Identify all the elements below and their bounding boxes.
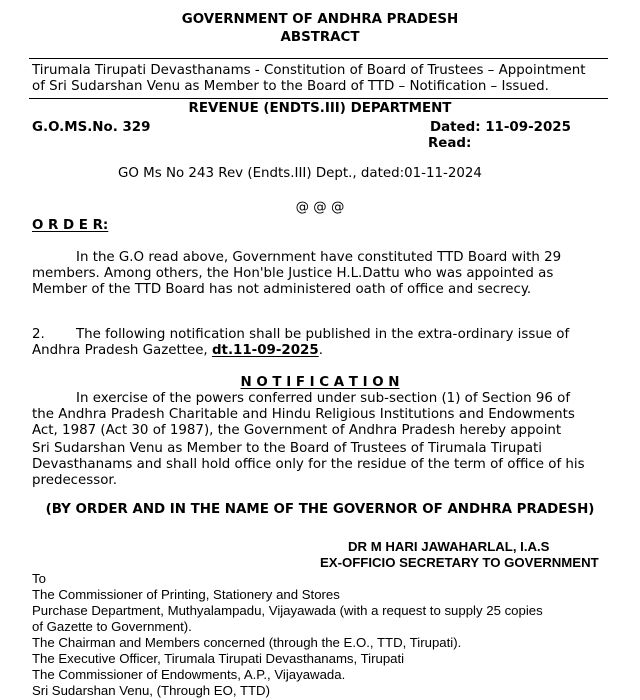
order-para2-line2 bbox=[32, 343, 323, 359]
distribution-line5: The Executive Officer, Tirumala Tirupati Devasthanams, Tirupati bbox=[32, 651, 405, 666]
distribution-line2: Purchase Department, Muthyalampadu, Vijayawada (with a request to supply 25 copies bbox=[32, 603, 543, 618]
order-para1-line2: members. Among others, the Hon'ble Justice H.L.Dattu who was appointed as bbox=[32, 266, 554, 281]
subject-line-1: Tirumala Tirupati Devasthanams - Constitution of Board of Trustees – Appointment bbox=[32, 63, 586, 78]
by-order-line: (BY ORDER AND IN THE NAME OF THE GOVERNOR OF ANDHRA PRADESH) bbox=[45, 502, 595, 517]
order-para1-line3: Member of the TTD Board has not administered oath of office and secrecy. bbox=[32, 282, 532, 297]
notification-line4: Sri Sudarshan Venu as Member to the Board of Trustees of Tirumala Tirupati bbox=[32, 441, 543, 456]
government-header: GOVERNMENT OF ANDHRA PRADESH bbox=[181, 12, 459, 27]
reference-line: GO Ms No 243 Rev (Endts.III) Dept., dated:01-11-2024 bbox=[118, 166, 482, 181]
go-number: G.O.MS.No. 329 bbox=[32, 120, 151, 135]
signatory-name: DR M HARI JAWAHARLAL, I.A.S bbox=[348, 539, 550, 554]
separator-symbols: @ @ @ bbox=[295, 200, 345, 215]
subject-line-2: of Sri Sudarshan Venu as Member to the Board of TTD – Notification – Issued. bbox=[32, 79, 549, 94]
to-label: To bbox=[32, 571, 46, 586]
notification-line6: predecessor. bbox=[32, 473, 117, 488]
notification-line5: Devasthanams and shall hold office only for the residue of the term of office of his bbox=[32, 457, 585, 472]
notification-line2: the Andhra Pradesh Charitable and Hindu Religious Institutions and Endowments bbox=[32, 407, 575, 422]
distribution-line1: The Commissioner of Printing, Stationery and Stores bbox=[32, 587, 340, 602]
go-date: Dated: 11-09-2025 bbox=[430, 120, 571, 135]
abstract-label: ABSTRACT bbox=[280, 30, 360, 45]
order-para2-line1: The following notification shall be published in the extra-ordinary issue of bbox=[76, 327, 570, 342]
distribution-line6: The Commissioner of Endowments, A.P., Vijayawada. bbox=[32, 667, 346, 682]
notification-heading: N O T I F I C A T I O N bbox=[240, 375, 400, 390]
department-heading: REVENUE (ENDTS.III) DEPARTMENT bbox=[188, 101, 452, 116]
gazette-text: Andhra Pradesh Gazettee, bbox=[32, 343, 212, 358]
gazette-date: dt.11-09-2025 bbox=[211, 343, 319, 358]
top-divider bbox=[29, 58, 608, 59]
signatory-title: EX-OFFICIO SECRETARY TO GOVERNMENT bbox=[320, 555, 599, 570]
read-label: Read: bbox=[428, 136, 472, 151]
distribution-line7: Sri Sudarshan Venu, (Through EO, TTD) bbox=[32, 683, 270, 698]
distribution-line4: The Chairman and Members concerned (through the E.O., TTD, Tirupati). bbox=[32, 635, 462, 650]
order-para2-number: 2. bbox=[32, 327, 45, 342]
notification-line3: Act, 1987 (Act 30 of 1987), the Government of Andhra Pradesh hereby appoint bbox=[32, 423, 562, 438]
order-para1-line1: In the G.O read above, Government have constituted TTD Board with 29 bbox=[76, 250, 562, 265]
order-heading: O R D E R: bbox=[32, 218, 109, 233]
distribution-line3: of Gazette to Government). bbox=[32, 619, 192, 634]
gazette-end: . bbox=[318, 343, 323, 358]
subject-divider bbox=[29, 98, 608, 99]
notification-line1: In exercise of the powers conferred under sub-section (1) of Section 96 of bbox=[76, 391, 571, 406]
